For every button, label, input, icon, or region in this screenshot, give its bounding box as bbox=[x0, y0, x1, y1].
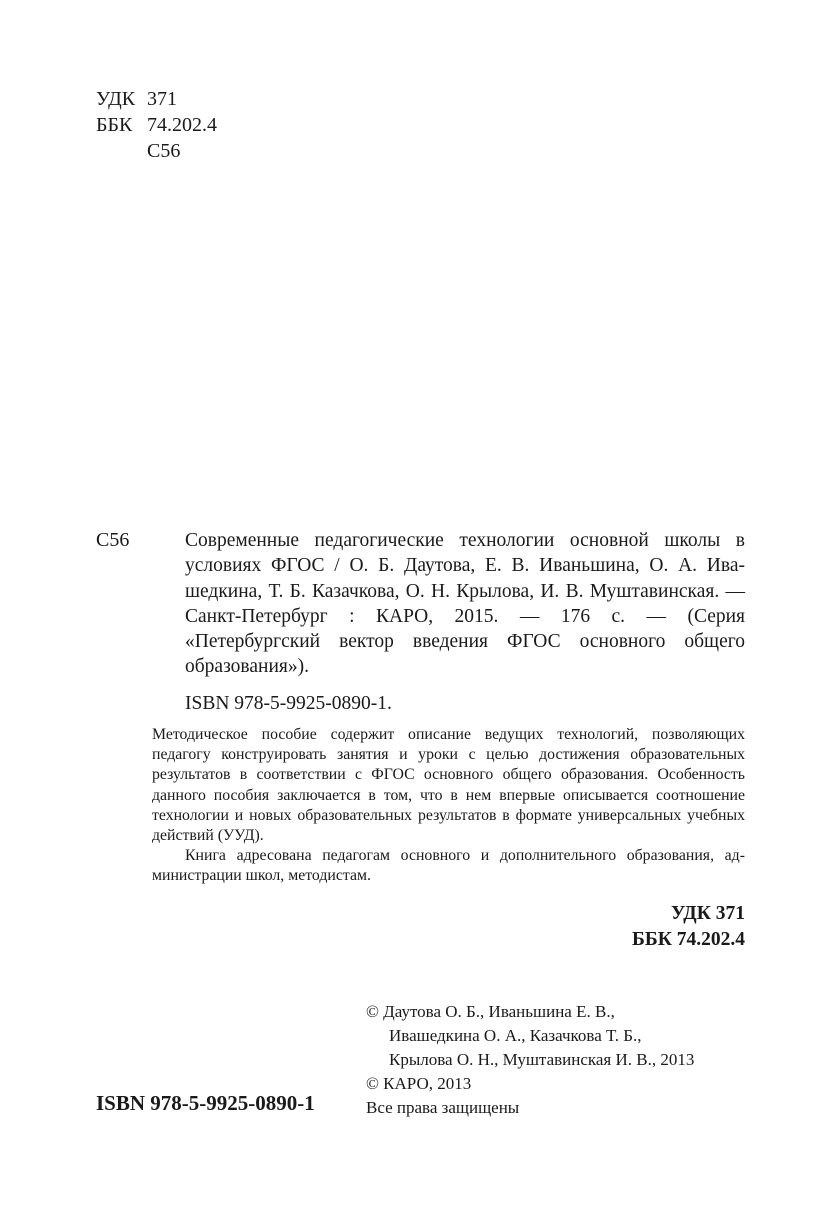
udk-value: 371 bbox=[147, 88, 177, 110]
author-mark-top: С56 bbox=[147, 140, 181, 162]
copyright-authors-3: Крылова О. Н., Муштавинская И. В., 2013 bbox=[389, 1050, 695, 1069]
udk-row bbox=[96, 86, 217, 112]
rights-reserved: Все права защищены bbox=[366, 1098, 520, 1117]
udk-label: УДК bbox=[96, 88, 136, 110]
entry-isbn: ISBN 978-5-9925-0890-1. bbox=[185, 693, 392, 714]
bbk-row bbox=[96, 112, 217, 138]
abstract-audience: Книга адресована педагогам основного и дополнительного образования, администрации школ, методистам. bbox=[152, 847, 745, 885]
bibliographic-description: Современные педагогические технологии основной школы в условиях ФГОС / О. Б. Даутова, Е. В. Иваньшина, О. А. Ивашедкина, Т. Б. Казачкова, О. Н. Крылова, И. В. Муштавинская. — Санкт-Петербург : КАРО, 2015. — 176 с. — (Серия «Петербургский вектор введения ФГОС основного общего образования»). bbox=[185, 530, 745, 678]
copyright-block bbox=[366, 1000, 694, 1120]
entry-author-mark: С56 bbox=[96, 529, 130, 551]
bottom-udk: УДК 371 bbox=[670, 903, 745, 924]
abstract bbox=[152, 725, 745, 887]
bottom-classification bbox=[632, 901, 745, 953]
copyright-authors-2: Ивашедкина О. А., Казачкова Т. Б., bbox=[389, 1026, 642, 1045]
abstract-description: Методическое пособие содержит описание ведущих технологий, позволяющих педагогу конструировать занятия и уроки с целью достижения образовательных результатов в соответствии с ФГОС основного общего образования. Особенность данного пособия заключается в том, что в нем впервые описывается соотношение технологии и новых образовательных результатов в формате универсальных учебных действий (УУД). bbox=[152, 726, 745, 845]
bbk-value: 74.202.4 bbox=[147, 114, 217, 136]
bottom-bbk: ББК 74.202.4 bbox=[631, 929, 745, 950]
copyright-publisher: © КАРО, 2013 bbox=[366, 1074, 472, 1093]
isbn-large: ISBN 978-5-9925-0890-1 bbox=[96, 1091, 315, 1115]
copyright-authors-1: © Даутова О. Б., Иваньшина Е. В., bbox=[366, 1002, 615, 1021]
bbk-label: ББК bbox=[96, 114, 133, 136]
top-classification bbox=[96, 86, 217, 164]
